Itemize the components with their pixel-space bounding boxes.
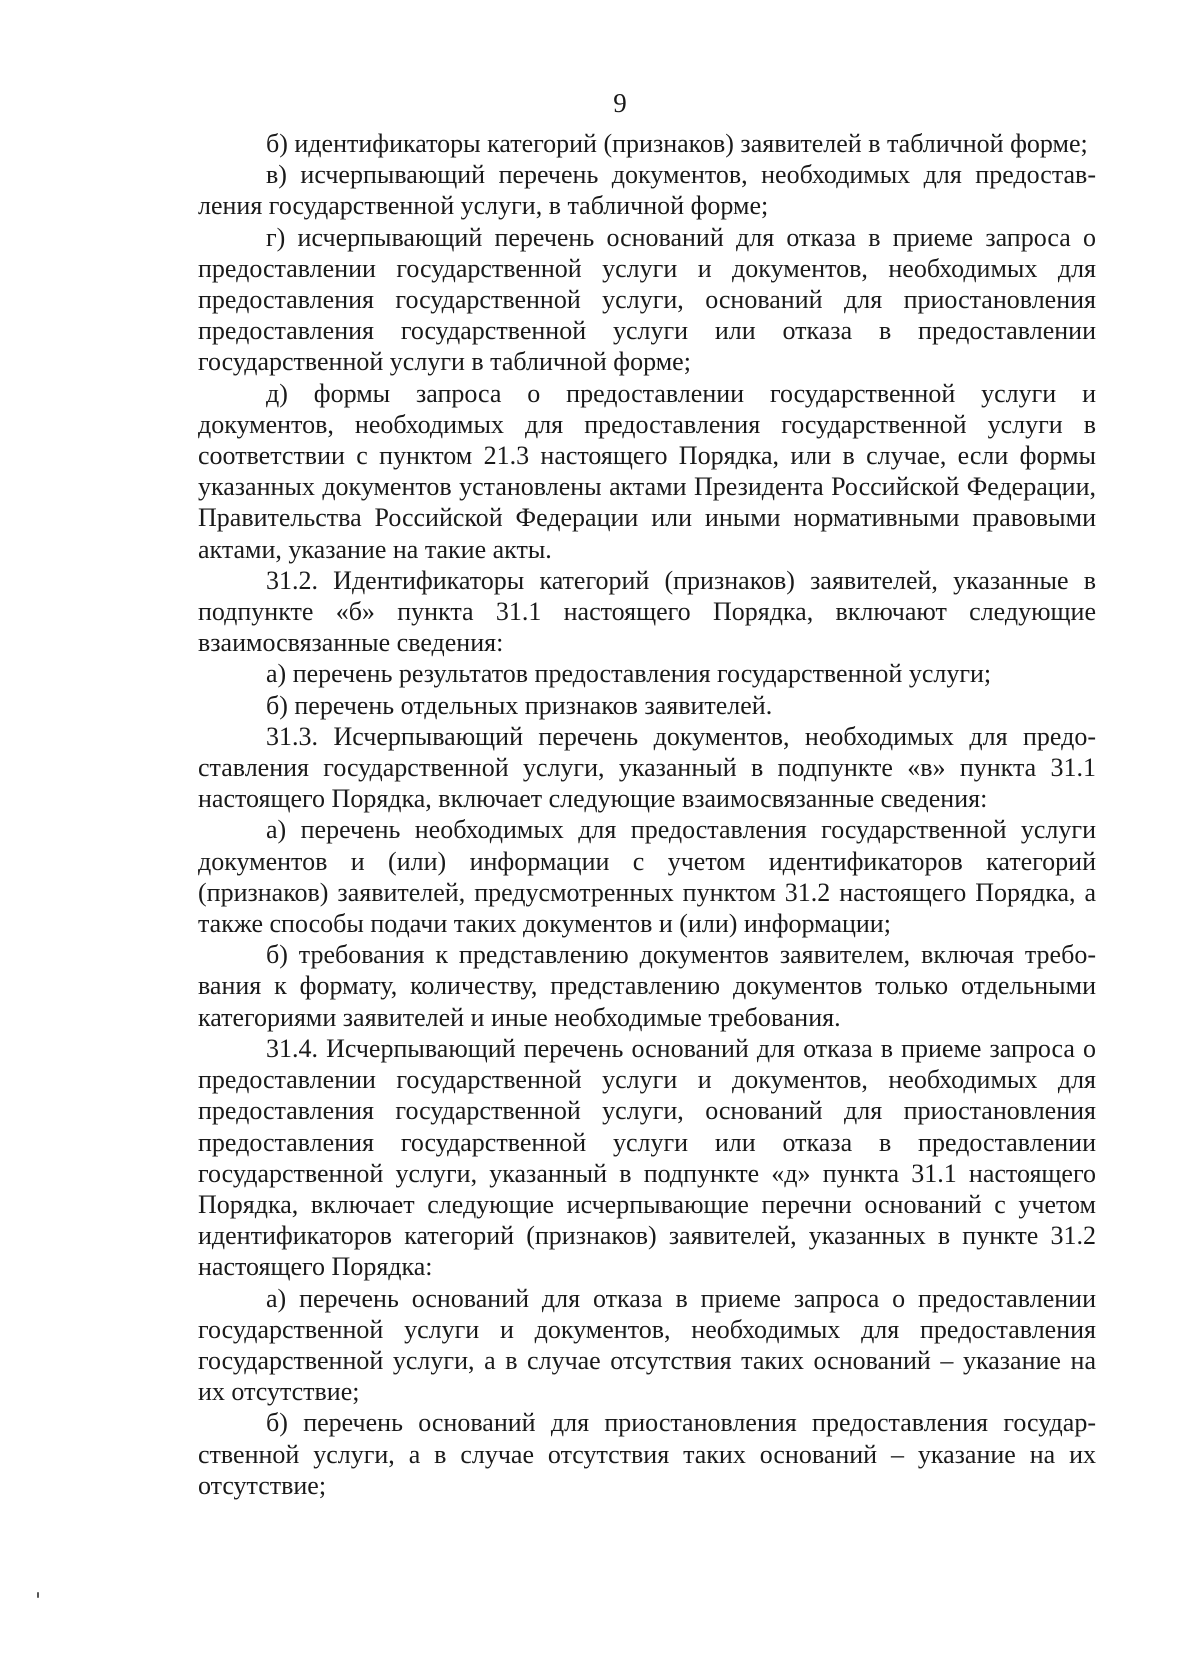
page-number: 9 bbox=[613, 88, 627, 118]
paragraph-31-3-b: б) требования к представлению документов заявителем, включая требования к формату, количеству, представлению документов только отдельными категориями заявителей и иные необходимые требования. bbox=[198, 940, 1096, 1032]
paragraph-31-4: 31.4. Исчерпывающий перечень оснований для отказа в приеме запроса о предоставлении государственной услуги и документов, необходимых для предоставления государственной услуги, оснований для приостановления предоставления государственной услуги или отказа в предоставлении государственной услуги, указанный в подпункте «д» пункта 31.1 настоящего Порядка, включает следующие исчерпывающие перечни оснований с учетом идентификаторов категорий (признаков) заявителей, указанных в пункте 31.2 настоящего Порядка: bbox=[198, 1033, 1096, 1282]
document-body bbox=[198, 128, 1096, 1501]
paragraph-31-2: 31.2. Идентификаторы категорий (признаков) заявителей, указанные в подпункте «б» пункта 31.1 настоящего Порядка, включают следующие взаимосвязанные сведения: bbox=[198, 565, 1096, 658]
paragraph-b-identifiers: б) идентификаторы категорий (признаков) заявителей в табличной форме; bbox=[266, 129, 1088, 158]
paragraph-31-4-a: а) перечень оснований для отказа в приеме запроса о предоставлении государственной услуги и документов, необходимых для предоставления государственной услуги, а в случае отсутствия таких оснований – указание на их отсутствие; bbox=[198, 1283, 1096, 1407]
paragraph-31-4-b: б) перечень оснований для приостановления предоставления государственной услуги, а в случае отсутствия таких оснований – указание на их отсутствие; bbox=[198, 1408, 1096, 1500]
paragraph-d-request-forms: д) формы запроса о предоставлении государственной услуги и документов, необходимых для предоставления государственной услуги в соответствии с пунктом 21.3 настоящего Порядка, или в случае, если формы указанных документов установлены актами Президента Российской Федерации, Правительства Российской Федерации или иными нормативными правовыми актами, указание на такие акты. bbox=[198, 378, 1096, 564]
paragraph-31-2-b: б) перечень отдельных признаков заявителей. bbox=[266, 690, 773, 720]
scan-speck bbox=[37, 1592, 39, 1598]
paragraph-31-3: 31.3. Исчерпывающий перечень документов, необходимых для предоставления государственной услуги, указанный в подпункте «в» пункта 31.1 настоящего Порядка, включает следующие взаимосвязанные сведения: bbox=[198, 721, 1096, 814]
paragraph-v-documents-list: в) исчерпывающий перечень документов, необходимых для предоставления государственной услуги, в табличной форме; bbox=[198, 160, 1096, 221]
paragraph-31-2-a: а) перечень результатов предоставления государственной услуги; bbox=[266, 659, 992, 689]
paragraph-g-refusal-grounds: г) исчерпывающий перечень оснований для отказа в приеме запроса о предоставлении государственной услуги и документов, необходимых для предоставления государственной услуги, оснований для приостановления предоставления государственной услуги или отказа в предоставлении государственной услуги в табличной форме; bbox=[198, 222, 1096, 377]
paragraph-31-3-a: а) перечень необходимых для предоставления государственной услуги документов и (или) информации с учетом идентификаторов категорий (признаков) заявителей, предусмотренных пунктом 31.2 настоящего Порядка, а также способы подачи таких документов и (или) информации; bbox=[198, 815, 1096, 939]
